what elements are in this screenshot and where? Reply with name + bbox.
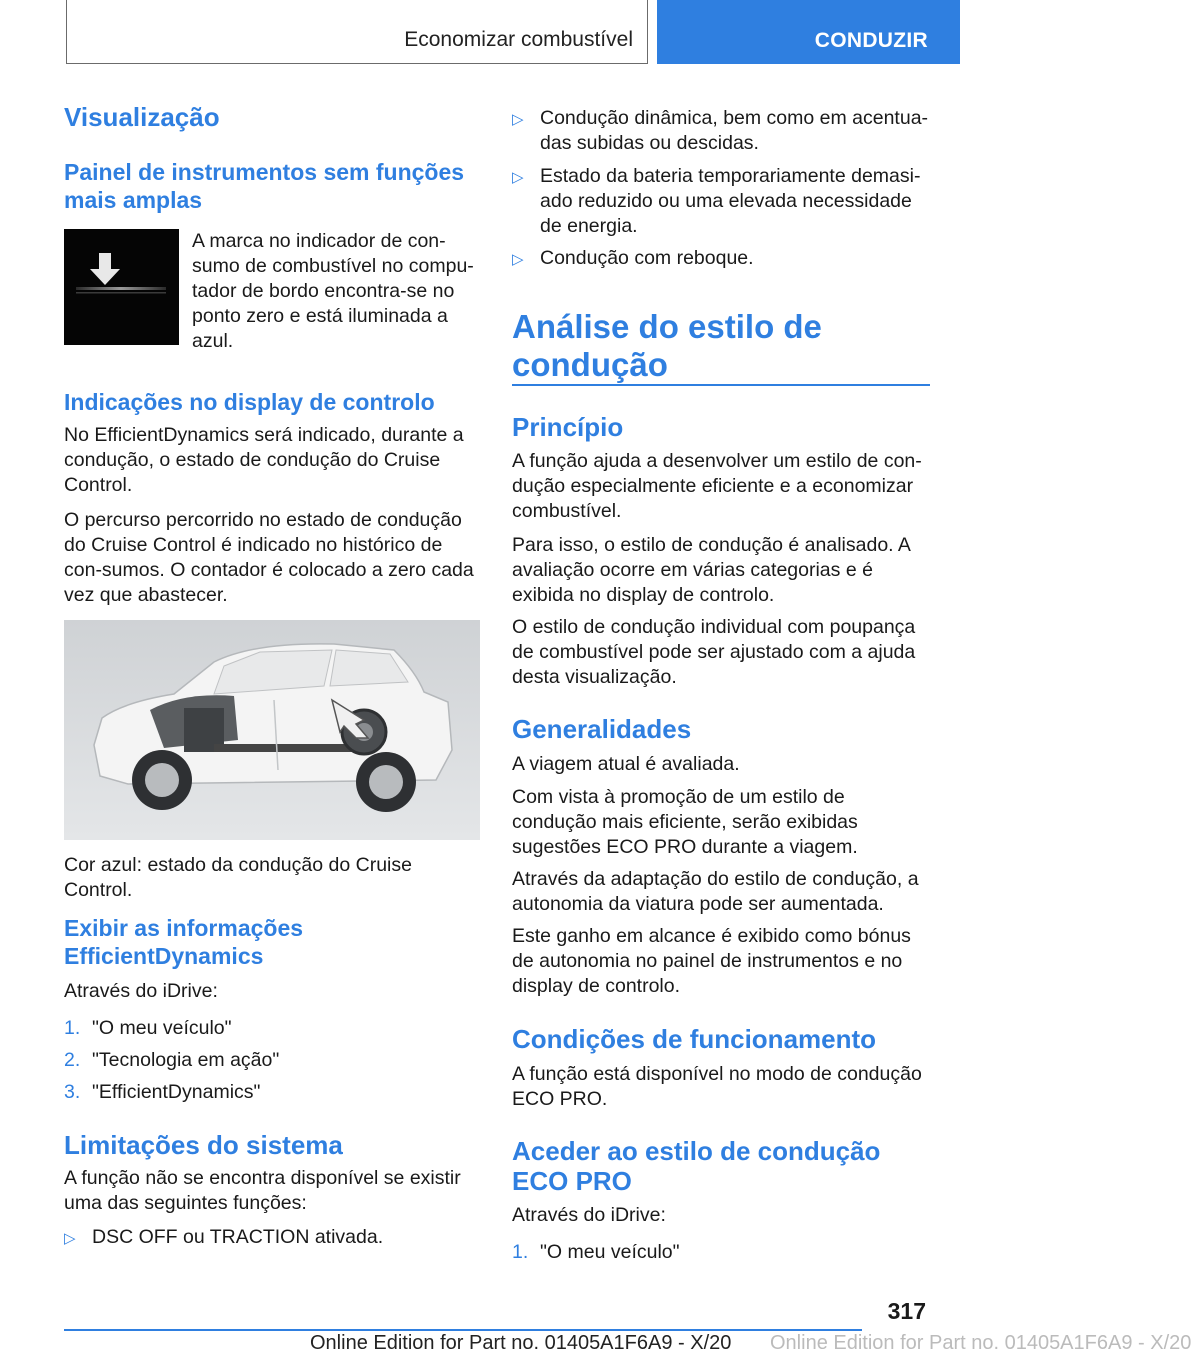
image-caption: Cor azul: estado da condução do Cruise Control. bbox=[64, 854, 412, 901]
steps-list bbox=[64, 1016, 484, 1105]
triangle-bullet-icon: ▷ bbox=[512, 111, 524, 128]
heading-analise: Análise do estilo de condução bbox=[512, 308, 822, 383]
paragraph-generalidades-1: A viagem atual é avaliada. bbox=[512, 753, 740, 775]
triangle-bullet-icon: ▷ bbox=[512, 251, 524, 268]
list-text: Condução dinâmica, bem como em acentua-das subidas ou descidas. bbox=[540, 107, 929, 154]
paragraph-principio-3: O estilo de condução individual com poupança de combustível pode ser ajustado com a ajuda desta visualização. bbox=[512, 616, 916, 688]
list-item bbox=[64, 1225, 484, 1251]
section-title: Economizar combustível bbox=[404, 28, 633, 51]
list-text: DSC OFF ou TRACTION ativada. bbox=[92, 1226, 384, 1248]
paragraph-exibir: Através do iDrive: bbox=[64, 980, 218, 1002]
header-bar bbox=[66, 0, 648, 64]
fuel-consumption-marker-icon bbox=[64, 229, 179, 345]
fuel-indicator-image bbox=[64, 229, 179, 345]
car-cutaway-image bbox=[64, 620, 480, 840]
triangle-bullet-icon: ▷ bbox=[512, 169, 524, 186]
triangle-bullet-icon: ▷ bbox=[64, 1230, 76, 1247]
heading-principio: Princípio bbox=[512, 412, 624, 442]
list-text: "EfficientDynamics" bbox=[92, 1081, 261, 1103]
footer-edition: Online Edition for Part no. 01405A1F6A9 - X/20 bbox=[310, 1332, 732, 1354]
paragraph-generalidades-2: Com vista à promoção de um estilo de condução mais eficiente, serão exibidas sugestões ECO PRO durante a viagem. bbox=[512, 786, 858, 858]
list-number: 1. bbox=[64, 1017, 81, 1039]
heading-indicacoes: Indicações no display de controlo bbox=[64, 389, 435, 415]
list-text: "O meu veículo" bbox=[92, 1017, 232, 1039]
paragraph-indicacoes-2: O percurso percorrido no estado de condução do Cruise Control é indicado no histórico de con-sumos. O contador é colocado a zero cada vez que abastecer. bbox=[64, 509, 474, 606]
heading-condicoes: Condições de funcionamento bbox=[512, 1024, 877, 1054]
heading-exibir: Exibir as informações EfficientDynamics bbox=[64, 915, 304, 969]
heading-generalidades: Generalidades bbox=[512, 714, 692, 744]
chapter-tab bbox=[657, 0, 960, 64]
paragraph-principio-2: Para isso, o estilo de condução é analisado. A avaliação ocorre em várias categorias e é exibida no display de controlo. bbox=[512, 534, 910, 606]
heading-painel: Painel de instrumentos sem funções mais amplas bbox=[64, 159, 465, 213]
chapter-tab-label: CONDUZIR bbox=[814, 29, 928, 52]
footer-watermark: Online Edition for Part no. 01405A1F6A9 - X/20 bbox=[770, 1332, 1191, 1354]
paragraph-limitacoes: A função não se encontra disponível se existir uma das seguintes funções: bbox=[64, 1167, 461, 1214]
paragraph-aceder: Através do iDrive: bbox=[512, 1204, 666, 1226]
list-item bbox=[512, 246, 930, 272]
paragraph-condicoes: A função está disponível no modo de condução ECO PRO. bbox=[512, 1063, 922, 1110]
paragraph-generalidades-3: Através da adaptação do estilo de condução, a autonomia da viatura pode ser aumentada. bbox=[512, 868, 919, 915]
list-text: Estado da bateria temporariamente demasi-ado reduzido ou uma elevada necessidade de energia. bbox=[540, 165, 921, 237]
list-number: 3. bbox=[64, 1081, 81, 1103]
paragraph-generalidades-4: Este ganho em alcance é exibido como bónus de autonomia no painel de instrumentos e no display de controlo. bbox=[512, 925, 911, 997]
page-number: 317 bbox=[887, 1298, 926, 1324]
paragraph-indicacoes-1: No EfficientDynamics será indicado, durante a condução, o estado de condução do Cruise Control. bbox=[64, 424, 464, 496]
list-item bbox=[512, 106, 930, 156]
paragraph-painel: A marca no indicador de con-sumo de combustível no compu-tador de bordo encontra-se no ponto zero e está iluminada a azul. bbox=[192, 230, 474, 352]
list-number: 1. bbox=[512, 1241, 529, 1263]
list-item bbox=[64, 1016, 484, 1041]
list-item bbox=[512, 164, 930, 239]
section-divider bbox=[512, 384, 930, 386]
heading-aceder: Aceder ao estilo de condução ECO PRO bbox=[512, 1136, 881, 1196]
list-text: Condução com reboque. bbox=[540, 247, 754, 269]
heading-visualizacao: Visualização bbox=[64, 102, 220, 132]
heading-limitacoes: Limitações do sistema bbox=[64, 1130, 343, 1160]
list-text: "O meu veículo" bbox=[540, 1241, 680, 1263]
list-item bbox=[512, 1240, 930, 1265]
list-item bbox=[64, 1080, 484, 1105]
list-text: "Tecnologia em ação" bbox=[92, 1049, 280, 1071]
car-drivetrain-illustration bbox=[64, 620, 480, 840]
paragraph-principio-1: A função ajuda a desenvolver um estilo de con-dução especialmente eficiente e a economizar combustível. bbox=[512, 450, 922, 522]
footer-divider bbox=[64, 1329, 862, 1331]
list-number: 2. bbox=[64, 1049, 81, 1071]
list-item bbox=[64, 1048, 484, 1073]
